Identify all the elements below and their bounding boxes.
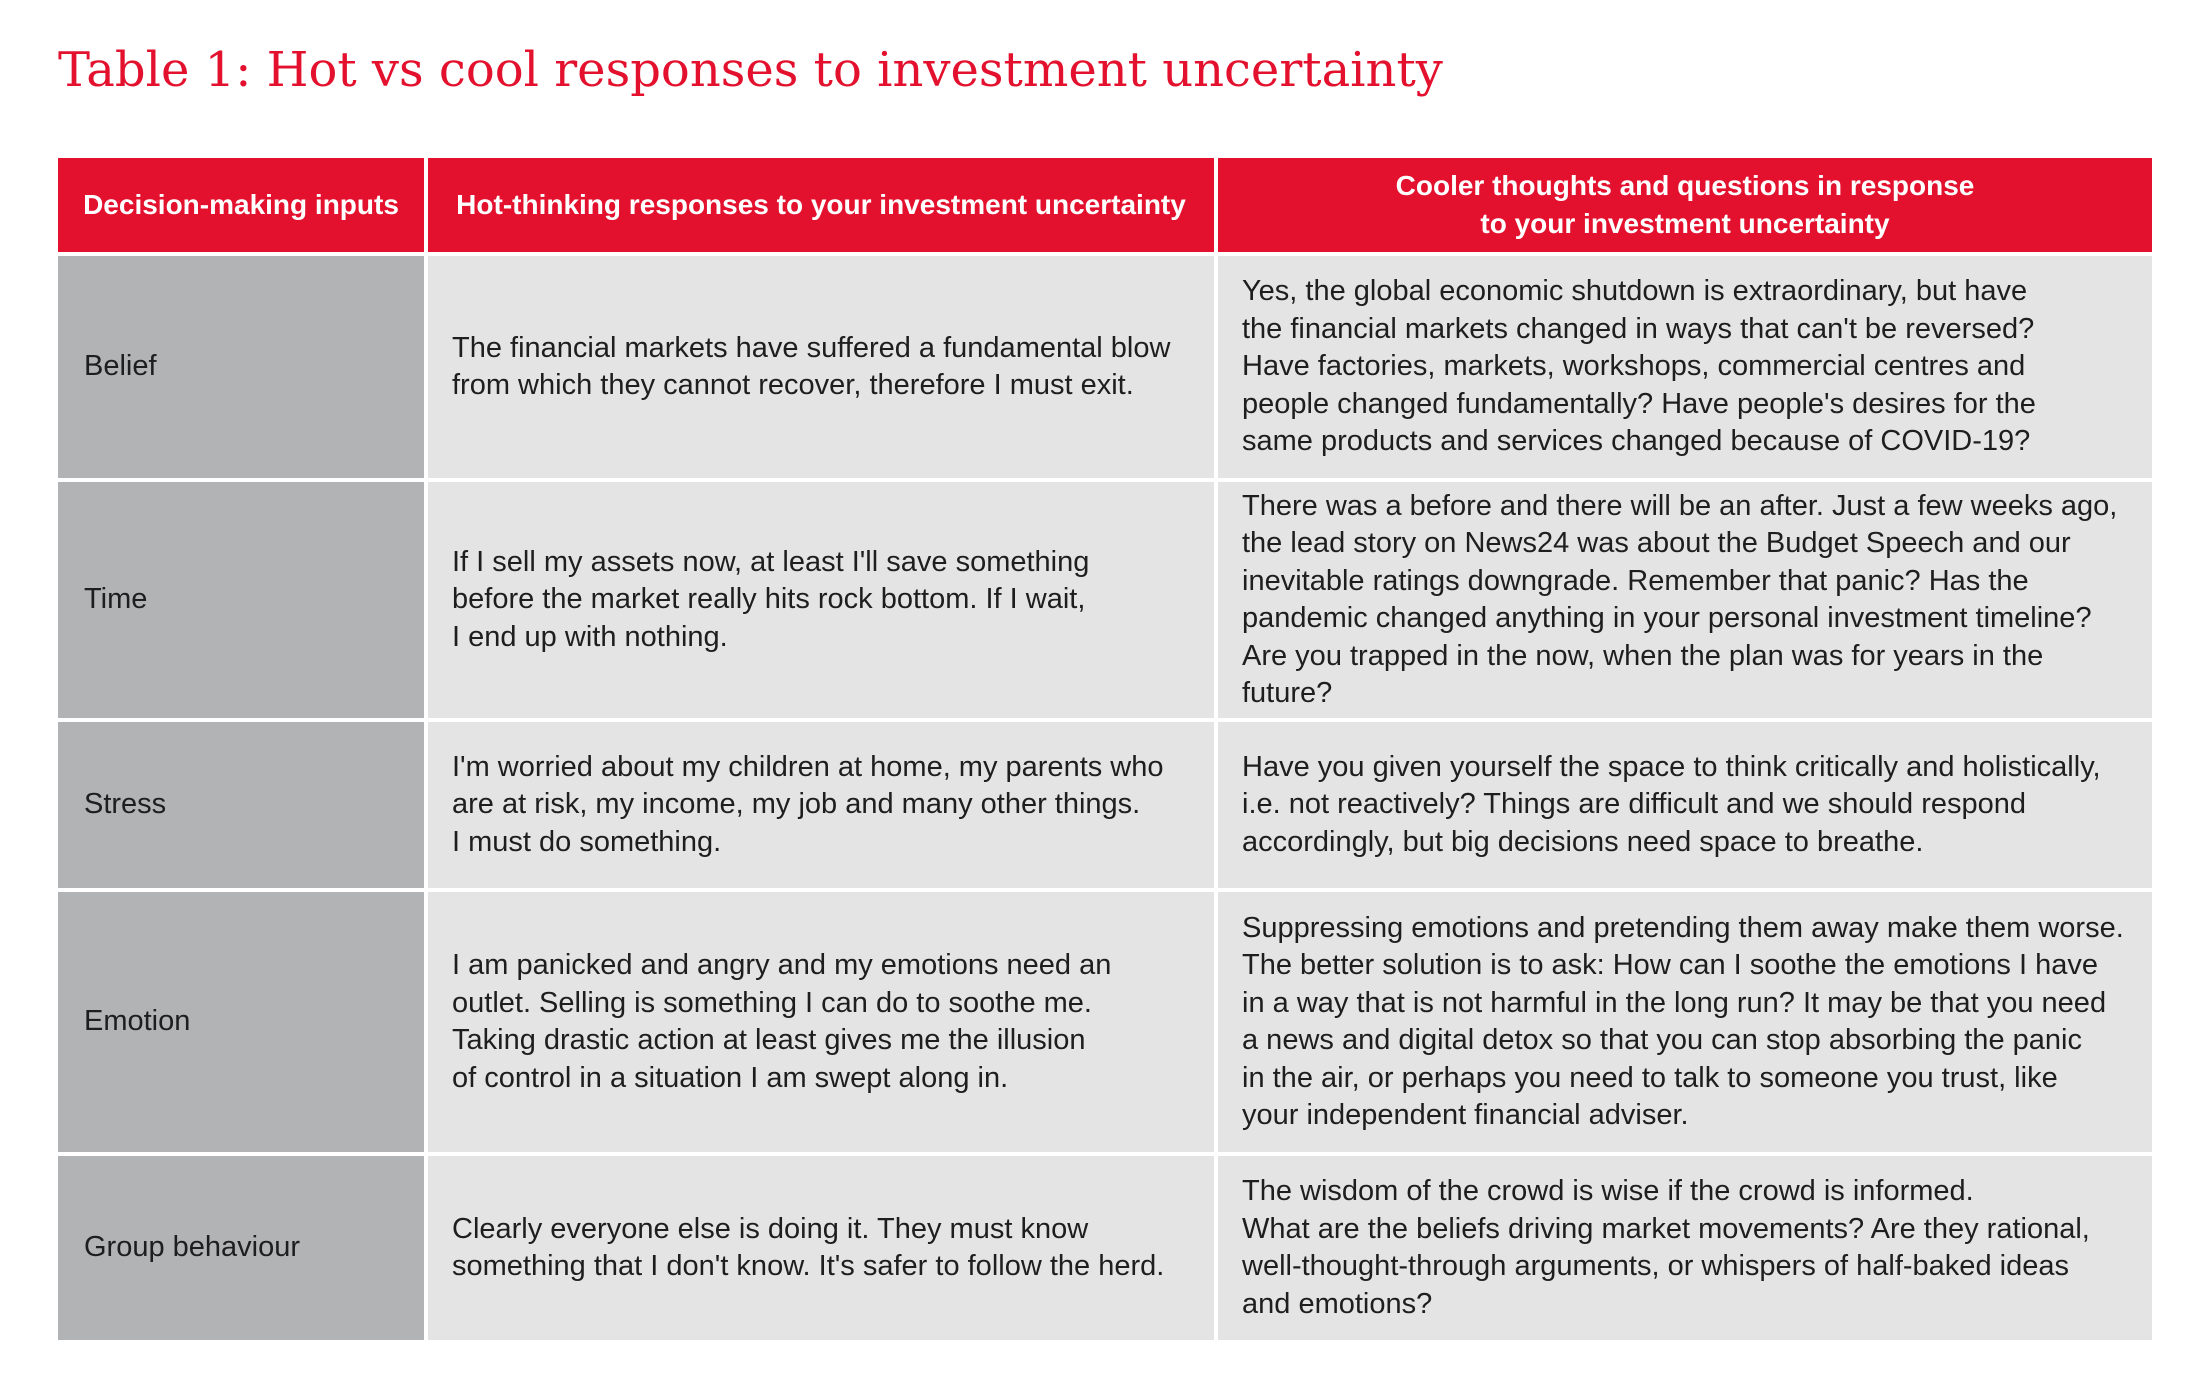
hot-response-group-behaviour: Clearly everyone else is doing it. They must know something that I don't know. It's safer to follow the herd. <box>428 1156 1214 1340</box>
hot-response-time: If I sell my assets now, at least I'll save something before the market really hits rock bottom. If I wait, I end up with nothing. <box>428 482 1214 718</box>
cool-response-group-behaviour: The wisdom of the crowd is wise if the crowd is informed. What are the beliefs driving market movements? Are they rational, well-thought-through arguments, or whispers of half-baked ideas and emotions? <box>1218 1156 2152 1340</box>
row-label-group-behaviour: Group behaviour <box>58 1156 424 1340</box>
page-title: Table 1: Hot vs cool responses to investment uncertainty <box>58 42 1443 98</box>
row-label-stress: Stress <box>58 722 424 888</box>
hot-response-stress: I'm worried about my children at home, my parents who are at risk, my income, my job and many other things. I must do something. <box>428 722 1214 888</box>
header-cooler-thoughts: Cooler thoughts and questions in response to your investment uncertainty <box>1218 158 2152 252</box>
hot-response-belief: The financial markets have suffered a fundamental blow from which they cannot recover, therefore I must exit. <box>428 256 1214 478</box>
header-decision-making-inputs: Decision-making inputs <box>58 158 424 252</box>
row-label-time: Time <box>58 482 424 718</box>
row-label-belief: Belief <box>58 256 424 478</box>
cool-response-belief: Yes, the global economic shutdown is extraordinary, but have the financial markets changed in ways that can't be reversed? Have factories, markets, workshops, commercial centres and people changed fundamentally? Have people's desires for the same products and services changed because of COVID-19? <box>1218 256 2152 478</box>
hot-response-emotion: I am panicked and angry and my emotions need an outlet. Selling is something I can do to soothe me. Taking drastic action at least gives me the illusion of control in a situation I am swept along in. <box>428 892 1214 1152</box>
header-hot-thinking-responses: Hot-thinking responses to your investment uncertainty <box>428 158 1214 252</box>
row-label-emotion: Emotion <box>58 892 424 1152</box>
responses-table <box>58 158 2144 1340</box>
cool-response-stress: Have you given yourself the space to think critically and holistically, i.e. not reactively? Things are difficult and we should respond accordingly, but big decisions need space to breathe. <box>1218 722 2152 888</box>
cool-response-time: There was a before and there will be an after. Just a few weeks ago, the lead story on News24 was about the Budget Speech and our inevitable ratings downgrade. Remember that panic? Has the pandemic changed anything in your personal investment timeline? Are you trapped in the now, when the plan was for years in the future? <box>1218 482 2152 718</box>
cool-response-emotion: Suppressing emotions and pretending them away make them worse. The better solution is to ask: How can I soothe the emotions I have in a way that is not harmful in the long run? It may be that you need a news and digital detox so that you can stop absorbing the panic in the air, or perhaps you need to talk to someone you trust, like your independent financial adviser. <box>1218 892 2152 1152</box>
